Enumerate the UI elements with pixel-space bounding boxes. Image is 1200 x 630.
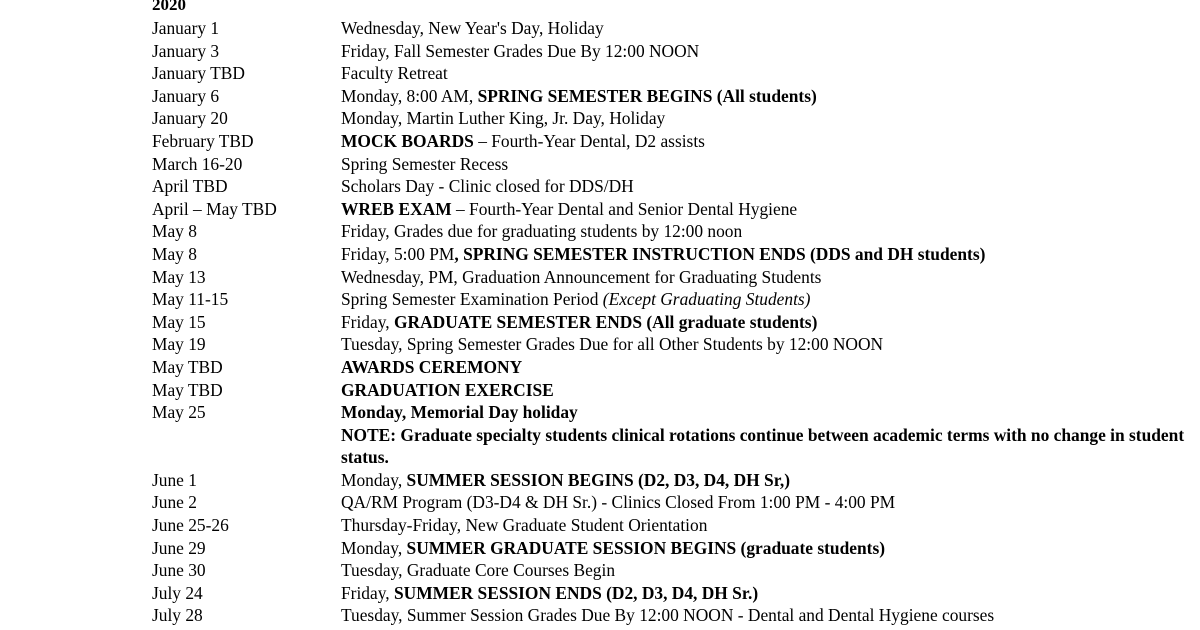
calendar-row — [0, 17, 1200, 40]
event-text: (Except Graduating Students) — [602, 289, 811, 310]
event-date: May 13 — [152, 266, 206, 287]
event-description — [341, 604, 1191, 627]
event-description — [341, 401, 1191, 424]
event-date: April – May TBD — [152, 198, 277, 219]
calendar-row — [0, 559, 1200, 582]
event-description — [341, 198, 1191, 221]
calendar-row — [0, 107, 1200, 130]
event-description — [341, 582, 1191, 605]
event-description — [341, 85, 1191, 108]
event-description — [341, 491, 1191, 514]
event-text: Tuesday, Spring Semester Grades Due for all Other Students by 12:00 NOON — [341, 334, 884, 355]
event-text: – Fourth-Year Dental and Senior Dental Hygiene — [451, 198, 798, 219]
calendar-row — [0, 198, 1200, 221]
event-description — [341, 356, 1191, 379]
event-text: Friday, Fall Semester Grades Due By 12:00 NOON — [341, 40, 700, 61]
event-description — [341, 288, 1191, 311]
event-date: May 15 — [152, 311, 206, 332]
calendar-row — [0, 266, 1200, 289]
calendar-row — [0, 537, 1200, 560]
event-date: March 16-20 — [152, 153, 243, 174]
calendar-row — [0, 220, 1200, 243]
event-text: Monday, Memorial Day holiday — [341, 402, 578, 423]
calendar-row — [0, 130, 1200, 153]
event-description — [341, 62, 1191, 85]
event-description — [341, 266, 1191, 289]
calendar-row — [0, 40, 1200, 63]
event-date: May 25 — [152, 402, 206, 423]
event-date: February TBD — [152, 130, 254, 151]
calendar-row — [0, 401, 1200, 424]
event-text: SUMMER GRADUATE SESSION BEGINS (graduate students) — [406, 537, 886, 558]
event-date: June 29 — [152, 537, 206, 558]
calendar-row — [0, 175, 1200, 198]
event-description — [341, 559, 1191, 582]
calendar-row — [0, 333, 1200, 356]
event-description — [341, 107, 1191, 130]
event-date: January 1 — [152, 18, 220, 38]
calendar-row — [0, 491, 1200, 514]
event-date: January 6 — [152, 85, 220, 106]
event-date — [0, 424, 341, 469]
event-description — [341, 175, 1191, 198]
event-date: May 8 — [152, 221, 197, 242]
event-date: May 11-15 — [152, 289, 229, 310]
event-text: Monday, — [341, 469, 407, 490]
event-description — [341, 514, 1191, 537]
event-text: – Fourth-Year Dental, D2 assists — [473, 130, 705, 151]
event-date: January TBD — [152, 63, 245, 84]
calendar-row — [0, 85, 1200, 108]
event-description — [341, 153, 1191, 176]
event-date: May 8 — [152, 243, 197, 264]
calendar-row — [0, 153, 1200, 176]
event-description — [341, 17, 1191, 40]
calendar-row — [0, 288, 1200, 311]
calendar-row — [0, 514, 1200, 537]
event-date: May 19 — [152, 334, 206, 355]
calendar-row — [0, 62, 1200, 85]
event-description — [341, 220, 1191, 243]
event-text: Monday, 8:00 AM, — [341, 85, 478, 106]
event-text: Tuesday, Graduate Core Courses Begin — [341, 560, 616, 581]
event-text: , SPRING SEMESTER INSTRUCTION ENDS (DDS and DH students) — [454, 243, 986, 264]
calendar-row — [0, 604, 1200, 627]
event-text: SUMMER SESSION ENDS (D2, D3, D4, DH Sr.) — [393, 582, 759, 603]
event-description — [341, 243, 1191, 266]
event-text: Friday, Grades due for graduating students by 12:00 noon — [341, 221, 743, 242]
event-text: Friday, 5:00 PM — [341, 243, 455, 264]
event-description — [341, 469, 1191, 492]
calendar-row — [0, 379, 1200, 402]
event-text: Spring Semester Examination Period — [341, 289, 603, 310]
event-text: Tuesday, Summer Session Grades Due By 12:00 NOON - Dental and Dental Hygiene courses — [341, 605, 995, 626]
event-description — [341, 333, 1191, 356]
event-text: WREB EXAM — [341, 198, 452, 219]
event-date: June 30 — [152, 560, 206, 581]
event-text: Monday, Martin Luther King, Jr. Day, Holiday — [341, 108, 666, 129]
calendar-row — [0, 311, 1200, 334]
calendar-row — [0, 356, 1200, 379]
event-text: Friday, — [341, 582, 394, 603]
event-text: Monday, — [341, 537, 407, 558]
year-heading: 2020 — [152, 0, 186, 14]
event-date: May TBD — [152, 356, 223, 377]
calendar-row — [0, 424, 1200, 469]
event-description — [341, 311, 1191, 334]
event-description — [341, 130, 1191, 153]
event-text: Scholars Day - Clinic closed for DDS/DH — [341, 176, 634, 197]
event-text: AWARDS CEREMONY — [341, 356, 523, 377]
event-text: NOTE: Graduate specialty students clinical rotations continue between academic terms with no change in student status. — [341, 424, 1185, 468]
event-text: SPRING SEMESTER BEGINS (All students) — [477, 85, 817, 106]
event-text: QA/RM Program (D3-D4 & DH Sr.) - Clinics Closed From 1:00 PM - 4:00 PM — [341, 492, 896, 513]
event-text: Wednesday, PM, Graduation Announcement for Graduating Students — [341, 266, 822, 287]
event-date: April TBD — [152, 176, 228, 197]
event-date: July 28 — [152, 605, 203, 626]
event-text: Thursday-Friday, New Graduate Student Orientation — [341, 515, 708, 536]
event-date: July 24 — [152, 582, 203, 603]
event-text: Wednesday, New Year's Day, Holiday — [341, 18, 604, 38]
event-description — [341, 379, 1191, 402]
event-description — [341, 424, 1191, 469]
event-date: June 1 — [152, 469, 197, 490]
event-text: MOCK BOARDS — [341, 130, 474, 151]
event-text: GRADUATE SEMESTER ENDS (All graduate students) — [393, 311, 818, 332]
event-description — [341, 537, 1191, 560]
event-text: SUMMER SESSION BEGINS (D2, D3, D4, DH Sr,) — [406, 469, 790, 490]
event-date: June 25-26 — [152, 515, 229, 536]
event-text: Faculty Retreat — [341, 63, 448, 84]
event-date: May TBD — [152, 379, 223, 400]
event-date: June 2 — [152, 492, 197, 513]
event-date: January 20 — [152, 108, 228, 129]
calendar-row — [0, 582, 1200, 605]
event-description — [341, 40, 1191, 63]
calendar-list — [0, 17, 1200, 627]
calendar-row — [0, 469, 1200, 492]
event-text: GRADUATION EXERCISE — [341, 379, 554, 400]
event-text: Spring Semester Recess — [341, 153, 509, 174]
event-date: January 3 — [152, 40, 220, 61]
calendar-row — [0, 243, 1200, 266]
event-text: Friday, — [341, 311, 394, 332]
